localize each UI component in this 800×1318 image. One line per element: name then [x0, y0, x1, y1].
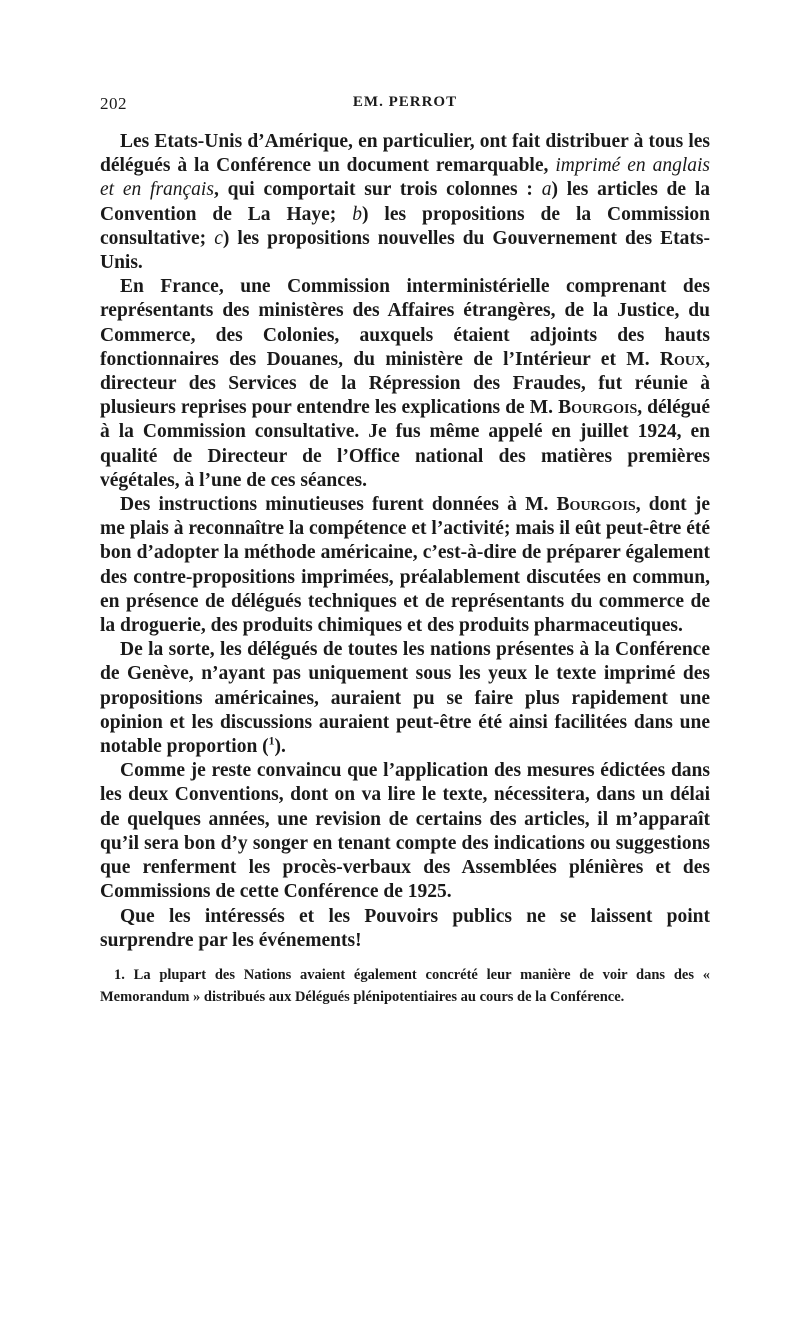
- paragraph-4-text: De la sorte, les délégués de toutes les nations présentes à la Conférence de Genève, n’ayant pas uniquement sous les yeux le texte imprimé des propositions américaines, auraient pu se faire plus rapidement une opinion et les discussions auraient peut-être été ainsi facilitées dans une notable proportion (: [100, 639, 710, 758]
- paragraph-2-text: , directeur des Services de la Répression des Fraudes, fut réunie à plusieurs reprises pour entendre les explications de M.: [100, 348, 710, 419]
- enum-marker: b: [352, 203, 362, 225]
- paragraph-4: [100, 638, 710, 759]
- enum-marker: a: [541, 179, 552, 201]
- person-name: Bourgois: [558, 397, 638, 419]
- paragraph-1-text: , qui comportait sur trois colonnes :: [213, 179, 542, 201]
- footnote-text: 1. La plupart des Nations avaient également concrété leur manière de voir dans des « Memorandum » distribués aux Délégués plénipotentiaires au cours de la Conférence.: [100, 967, 710, 1005]
- paragraph-3-text: Des instructions minutieuses furent données à M.: [120, 494, 557, 516]
- paragraph-1-text: Les Etats-Unis d’Amérique, en particulier, ont fait distribuer à tous les délégués à la Conférence un document remarquable,: [100, 131, 710, 177]
- paragraph-2-text: En France, une Commission interministérielle comprenant des représentants des ministères des Affaires étrangères, de la Justice, du Commerce, des Colonies, auxquels étaient adjoints des hauts fonctionnaires des Douanes, du ministère de l’Intérieur et M.: [100, 276, 710, 370]
- page-number: 202: [100, 94, 127, 113]
- person-name: Roux: [659, 348, 706, 370]
- body-text: [100, 130, 710, 953]
- paragraph-4-text: ).: [274, 736, 286, 758]
- paragraph-1-text: ) les propositions de la Commission consultative;: [100, 203, 710, 249]
- paragraph-1-text: ) les articles de la Convention de La Haye;: [100, 179, 711, 225]
- paragraph-2-text: , délégué à la Commission consultative. Je fus même appelé en juillet 1924, en qualité de Directeur de l’Office national des matières premières végétales, à l’une de ces séances.: [100, 397, 710, 491]
- paragraph-3: [100, 493, 710, 638]
- person-name: Bourgois: [556, 494, 636, 516]
- paragraph-6: Que les intéressés et les Pouvoirs publics ne se laissent point surprendre par les événements!: [100, 905, 710, 951]
- paragraph-3-text: , dont je me plais à reconnaître la compétence et l’activité; mais il eût peut-être été bon d’adopter la méthode américaine, c’est-à-dire de préparer également des contre-propositions imprimées, préalablement discutées en commun, en présence de délégués techniques et de représentants du commerce de la droguerie, des produits chimiques et des produits pharmaceutiques.: [100, 494, 710, 637]
- paragraph-5: Comme je reste convaincu que l’application des mesures édictées dans les deux Conventions, dont on va lire le texte, nécessitera, dans un délai de quelques années, une revision de certains des articles, il m’apparaît qu’il sera bon d’y songer en tenant compte des indications ou suggestions que renferment les procès-verbaux des Assemblées plénières et des Commissions de cette Conférence de 1925.: [100, 760, 710, 903]
- page-header: [100, 94, 710, 120]
- paragraph-2: [100, 275, 710, 493]
- footnote-reference: 1: [268, 734, 275, 748]
- italic-phrase: imprimé en anglais et en français: [100, 155, 710, 201]
- footnote: [100, 965, 710, 1008]
- paragraph-1: [100, 130, 710, 275]
- running-head: EM. PERROT: [352, 94, 458, 110]
- enum-marker: c: [214, 227, 223, 249]
- paragraph-1-text: ) les propositions nouvelles du Gouvernement des Etats-Unis.: [100, 227, 710, 274]
